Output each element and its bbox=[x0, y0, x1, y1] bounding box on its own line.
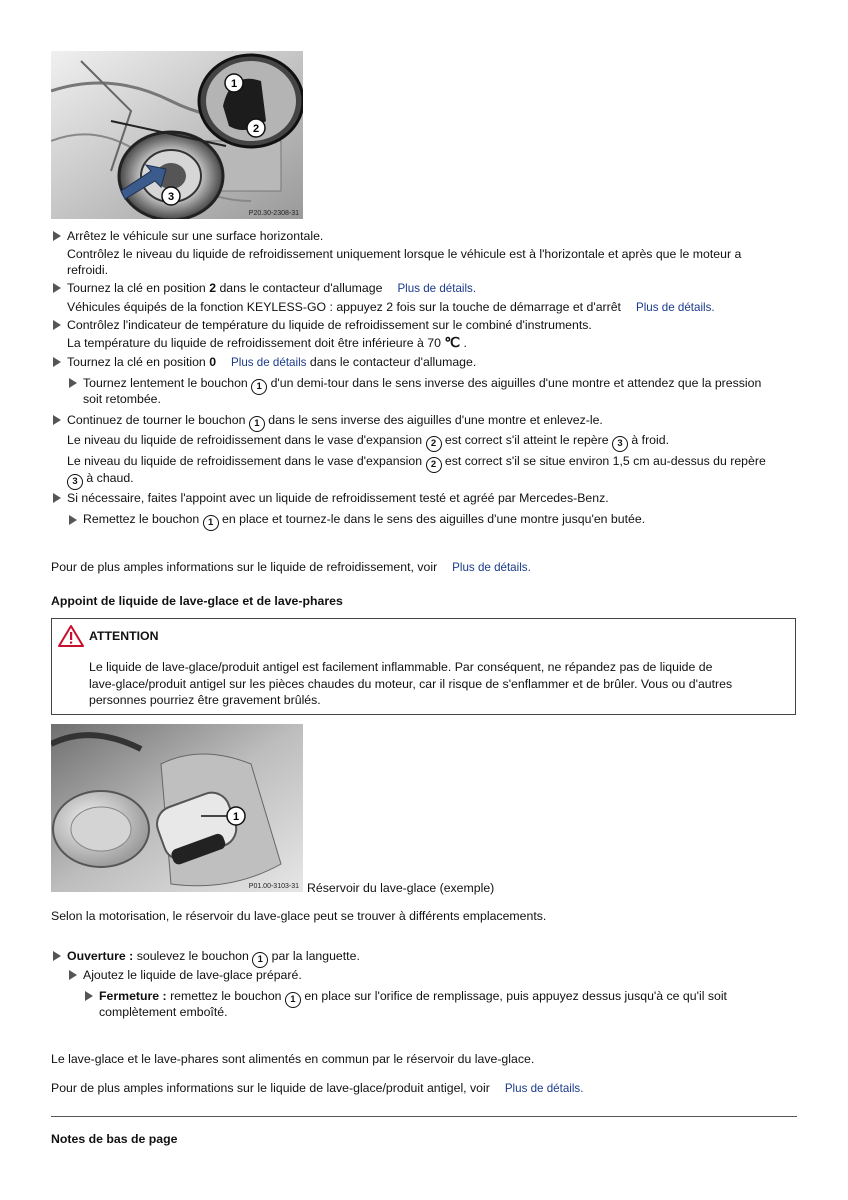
figure2-caption: Réservoir du lave-glace (exemple) bbox=[307, 881, 495, 895]
callout-3-icon: 3 bbox=[612, 436, 628, 452]
step-close-cap: Fermeture : remettez le bouchon 1 en place sur l'orifice de remplissage, puis appuyez dessus jusqu'à ce qu'il soit bbox=[99, 988, 727, 1008]
callout-2-label: 2 bbox=[252, 123, 260, 135]
callout-3-label: 3 bbox=[167, 191, 175, 203]
bullet-arrow-icon bbox=[69, 378, 77, 388]
callout-2-icon: 2 bbox=[426, 457, 442, 473]
callout-3-icon: 3 bbox=[67, 474, 83, 490]
bullet-arrow-icon bbox=[53, 283, 61, 293]
warning-title: ATTENTION bbox=[89, 629, 159, 643]
details-link[interactable]: Plus de détails bbox=[635, 301, 712, 314]
callout-1-icon: 1 bbox=[252, 952, 268, 968]
bullet-arrow-icon bbox=[53, 493, 61, 503]
bullet-arrow-icon bbox=[53, 231, 61, 241]
footnotes-title: Notes de bas de page bbox=[51, 1132, 178, 1146]
step-add-fluid: Ajoutez le liquide de lave-glace préparé. bbox=[83, 968, 302, 982]
figure2-code: P01.00-3103-31 bbox=[248, 883, 299, 890]
callout-1-icon: 1 bbox=[285, 992, 301, 1008]
callout-1-icon: 1 bbox=[249, 416, 265, 432]
step-turn-cap-half-cont: soit retombée. bbox=[83, 392, 161, 406]
bullet-arrow-icon bbox=[53, 357, 61, 367]
coolant-more-info: Pour de plus amples informations sur le liquide de refroidissement, voir Plus de détails. bbox=[51, 560, 531, 574]
bullet-arrow-icon bbox=[53, 415, 61, 425]
step-open-cap: Ouverture : soulevez le bouchon 1 par la languette. bbox=[67, 948, 360, 968]
washer-more-info: Pour de plus amples informations sur le liquide de lave-glace/produit antigel, voir Plus de détails. bbox=[51, 1081, 584, 1095]
level-hot-text: Le niveau du liquide de refroidissement dans le vase d'expansion 2 est correct s'il se situe environ 1,5 cm au-dessus du repère bbox=[67, 453, 766, 473]
shared-reservoir-text: Le lave-glace et le lave-phares sont alimentés en commun par le réservoir du lave-glace. bbox=[51, 1052, 535, 1066]
engine-coolant-figure bbox=[51, 51, 303, 219]
figure1-code: P20.30-2308-31 bbox=[248, 210, 299, 217]
step-check-level: Contrôlez le niveau du liquide de refroidissement uniquement lorsque le véhicule est à l'horizontale et après que le moteur a bbox=[67, 247, 742, 261]
washer-reservoir-illustration bbox=[51, 724, 303, 892]
step-close-cap-cont: complètement emboîté. bbox=[99, 1005, 228, 1019]
step-stop-vehicle: Arrêtez le véhicule sur une surface horizontale. bbox=[67, 229, 324, 243]
bullet-arrow-icon bbox=[85, 991, 93, 1001]
callout-1-icon: 1 bbox=[203, 515, 219, 531]
warning-box bbox=[51, 618, 796, 715]
step-turn-cap-half: Tournez lentement le bouchon 1 d'un demi-tour dans le sens inverse des aiguilles d'une montre et attendez que la pression bbox=[83, 375, 761, 395]
warning-line-3: personnes pourriez être gravement brûlés. bbox=[89, 693, 321, 707]
level-hot-text-cont: 3 à chaud. bbox=[67, 470, 134, 490]
bullet-arrow-icon bbox=[69, 970, 77, 980]
step-check-temperature: Contrôlez l'indicateur de température du liquide de refroidissement sur le combiné d'instruments. bbox=[67, 318, 592, 332]
divider bbox=[51, 1116, 797, 1117]
callout-1-label: 1 bbox=[232, 811, 240, 823]
details-link[interactable]: Plus de détails bbox=[452, 561, 528, 574]
step-top-up: Si nécessaire, faites l'appoint avec un liquide de refroidissement testé et agréé par Mercedes-Benz. bbox=[67, 491, 609, 505]
location-text: Selon la motorisation, le réservoir du lave-glace peut se trouver à différents emplacements. bbox=[51, 909, 547, 923]
level-cold-text: Le niveau du liquide de refroidissement dans le vase d'expansion 2 est correct s'il atteint le repère 3 à froid. bbox=[67, 432, 669, 452]
warning-triangle-icon bbox=[58, 625, 84, 647]
step-refit-cap: Remettez le bouchon 1 en place et tournez-le dans le sens des aiguilles d'une montre jusqu'en butée. bbox=[83, 511, 645, 531]
warning-line-1: Le liquide de lave-glace/produit antigel est facilement inflammable. Par conséquent, ne répandez pas de liquide de bbox=[89, 660, 713, 674]
washer-reservoir-figure bbox=[51, 724, 303, 892]
step-key-position-2: Tournez la clé en position 2 dans le contacteur d'allumage Plus de détails. bbox=[67, 281, 477, 295]
callout-1-icon: 1 bbox=[251, 379, 267, 395]
step-key-position-0: Tournez la clé en position 0 Plus de détails dans le contacteur d'allumage. bbox=[67, 355, 477, 369]
bullet-arrow-icon bbox=[69, 515, 77, 525]
step-remove-cap: Continuez de tourner le bouchon 1 dans le sens inverse des aiguilles d'une montre et enlevez-le. bbox=[67, 412, 603, 432]
bullet-arrow-icon bbox=[53, 951, 61, 961]
step-temperature-limit: La température du liquide de refroidissement doit être inférieure à 70 ℃ . bbox=[67, 334, 467, 350]
details-link[interactable]: Plus de détails bbox=[231, 356, 307, 369]
callout-2-icon: 2 bbox=[426, 436, 442, 452]
details-link[interactable]: Plus de détails bbox=[397, 282, 473, 295]
section-title: Appoint de liquide de lave-glace et de lave-phares bbox=[51, 594, 343, 608]
step-keyless-go: Véhicules équipés de la fonction KEYLESS-GO : appuyez 2 fois sur la touche de démarrage et d'arrêt Plus de détails. bbox=[67, 300, 715, 314]
callout-1-label: 1 bbox=[230, 78, 238, 90]
step-check-level-cont: refroidi. bbox=[67, 263, 109, 277]
bullet-arrow-icon bbox=[53, 320, 61, 330]
details-link[interactable]: Plus de détails bbox=[504, 1082, 581, 1095]
warning-line-2: lave-glace/produit antigel sur les pièces chaudes du moteur, car il risque de s'enflammer et de brûler. Vous ou d'autres bbox=[89, 677, 733, 691]
engine-coolant-illustration bbox=[51, 51, 303, 219]
